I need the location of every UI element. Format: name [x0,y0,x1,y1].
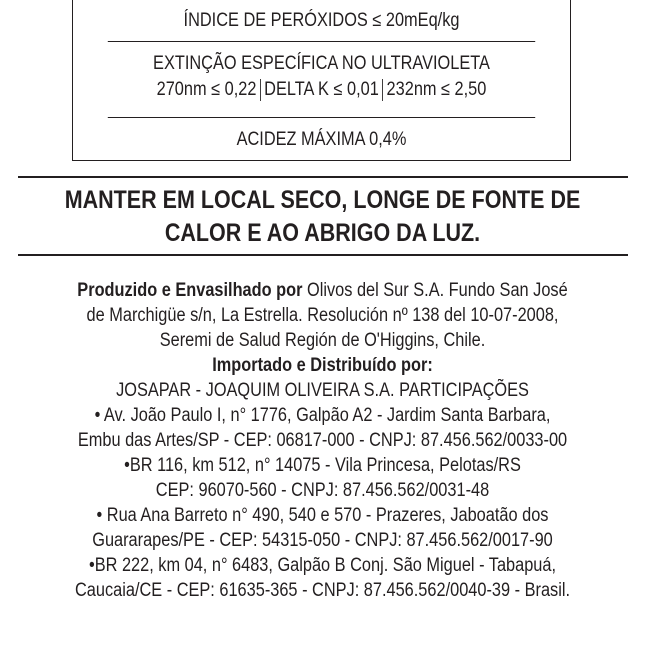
producer-name: Olivos del Sur S.A. Fundo San José [302,280,568,301]
importer-label: Importado e Distribuído por: [212,355,433,376]
importer-company: JOSAPAR - JOAQUIM OLIVEIRA S.A. PARTICIPAÇÕES [116,380,529,401]
storage-warning-line-2: CALOR E AO ABRIGO DA LUZ. [164,219,481,247]
extinction-232nm: 232nm ≤ 2,50 [386,79,487,100]
extinction-delta-k: DELTA K ≤ 0,01 [264,79,379,100]
top-divider [18,176,628,178]
address-line: • Av. João Paulo I, n° 1776, Galpão A2 - Jardim Santa Barbara, [94,405,551,426]
peroxide-index-row: ÍNDICE DE PERÓXIDOS ≤ 20mEq/kg [183,10,460,31]
producer-line-1 [45,278,600,303]
column-separator [382,79,383,101]
address-line: CEP: 96070-560 - CNPJ: 87.456.562/0031-48 [155,480,490,501]
address-line: •BR 222, km 04, n° 6483, Galpão B Conj. São Miguel - Tabapuá, [88,555,557,576]
uv-extinction-title: EXTINÇÃO ESPECÍFICA NO ULTRAVIOLETA [153,53,490,74]
address-line: Caucaia/CE - CEP: 61635-365 - CNPJ: 87.456.562/0040-39 - Brasil. [74,580,571,601]
address-line: •BR 116, km 512, n° 14075 - Vila Princesa, Pelotas/RS [124,455,521,476]
column-separator [260,79,261,101]
uv-extinction-row [108,41,535,117]
address-line: Guararapes/PE - CEP: 54315-050 - CNPJ: 87.456.562/0017-90 [92,530,553,551]
producer-label: Produzido e Envasilhado por [77,280,303,301]
uv-extinction-values [108,77,535,103]
producer-line-2: de Marchigüe s/n, La Estrella. Resolución nº 138 del 10-07-2008, [86,305,559,326]
storage-warning [45,184,600,250]
quality-specs-table [72,0,571,161]
max-acidity-row: ACIDEZ MÁXIMA 0,4% [108,117,535,160]
address-line: • Rua Ana Barreto n° 490, 540 e 570 - Prazeres, Jaboatão dos [96,505,549,526]
producer-info [0,278,645,603]
address-line: Embu das Artes/SP - CEP: 06817-000 - CNPJ: 87.456.562/0033-00 [77,430,568,451]
producer-line-3: Seremi de Salud Región de O'Higgins, Chile. [159,330,486,351]
storage-warning-line-1: MANTER EM LOCAL SECO, LONGE DE FONTE DE [64,186,581,214]
bottom-divider [18,254,628,256]
extinction-270nm: 270nm ≤ 0,22 [156,79,257,100]
